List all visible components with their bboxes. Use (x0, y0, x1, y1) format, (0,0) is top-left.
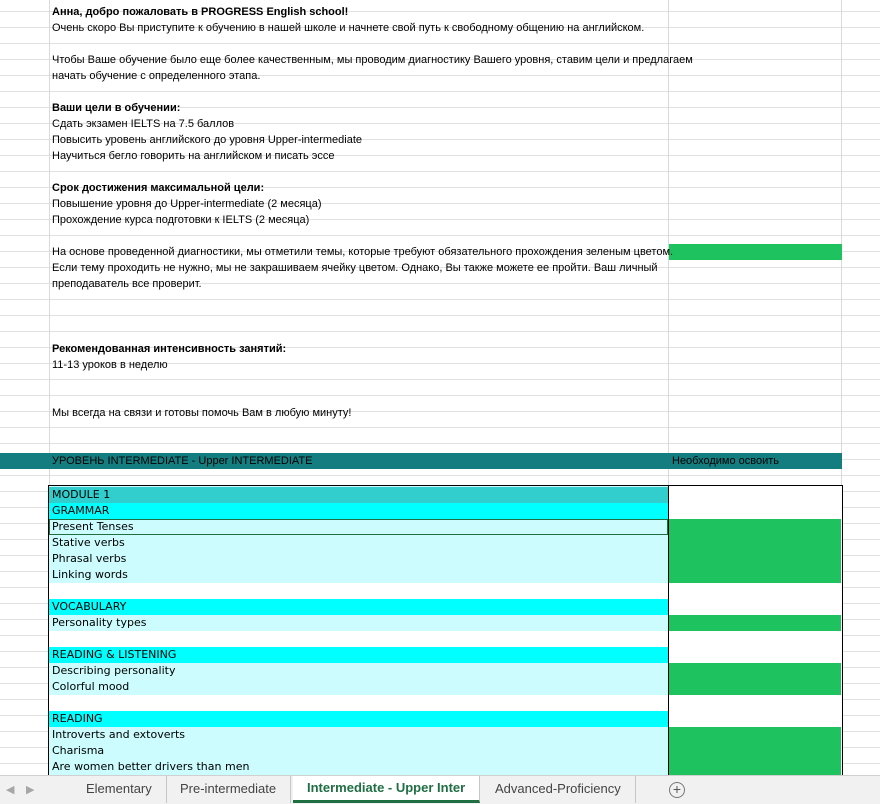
cell-para2-line2[interactable] (49, 68, 669, 84)
cell-intensity-value[interactable] (49, 357, 669, 373)
goal1-text: Сдать экзамен IELTS на 7.5 баллов (52, 118, 235, 130)
table-row[interactable] (49, 647, 668, 663)
section-title: READING & LISTENING (52, 648, 177, 661)
topics-column (48, 485, 669, 775)
required-cell-green[interactable] (669, 535, 841, 551)
plus-circle-icon[interactable]: + (669, 782, 685, 798)
goal2-text: Повысить уровень английского до уровня Upper-intermediate (52, 134, 363, 146)
required-cell-green[interactable] (669, 551, 841, 567)
table-row[interactable] (49, 663, 668, 679)
table-row-blank[interactable] (49, 631, 668, 647)
table-row[interactable] (49, 535, 668, 551)
diag-line2-text: Если тему проходить не нужно, мы не закрашиваем ячейку цветом. Однако, Вы также можете ее пройти. Ваш личный (52, 262, 658, 274)
cell-deadline2[interactable] (49, 212, 669, 228)
topic-label: Phrasal verbs (52, 552, 127, 565)
topic-label: Describing personality (52, 664, 176, 677)
required-column (669, 485, 843, 775)
cell-diag-line3[interactable] (49, 276, 669, 292)
goals-title-text: Ваши цели в обучении: (52, 102, 181, 114)
deadline1-text: Повышение уровня до Upper-intermediate (2 месяца) (52, 198, 322, 210)
cell-contact[interactable] (49, 405, 669, 421)
table-row[interactable] (49, 727, 668, 743)
topics-table (48, 485, 843, 775)
required-cell-empty[interactable] (669, 695, 841, 711)
topic-label: Are women better drivers than men (52, 760, 250, 773)
topic-label: Introverts and extoverts (52, 728, 186, 741)
table-row[interactable] (49, 679, 668, 695)
module-title: MODULE 1 (52, 488, 111, 501)
required-cell-empty[interactable] (669, 631, 841, 647)
level-header-title: УРОВЕНЬ INTERMEDIATE - Upper INTERMEDIATE (52, 455, 313, 467)
table-row[interactable] (49, 519, 668, 535)
required-cell-empty[interactable] (669, 487, 841, 503)
topic-label: Present Tenses (52, 520, 134, 533)
topic-label: Colorful mood (52, 680, 130, 693)
cell-goal2[interactable] (49, 132, 669, 148)
required-cell-green[interactable] (669, 679, 841, 695)
sheet-tab-bar (0, 775, 880, 804)
level-header-required-column: Необходимо освоить (672, 455, 780, 467)
required-cell-empty[interactable] (669, 503, 841, 519)
cell-deadline1[interactable] (49, 196, 669, 212)
topic-label: Personality types (52, 616, 147, 629)
diag-line3-text: преподаватель все проверит. (52, 278, 202, 290)
required-cell-empty[interactable] (669, 583, 841, 599)
deadline-title-text: Срок достижения максимальной цели: (52, 182, 265, 194)
cell-intro-line1[interactable] (49, 20, 669, 36)
topic-label: Charisma (52, 744, 105, 757)
greeting-text: Анна, добро пожаловать в PROGRESS English school! (52, 6, 349, 18)
para2-line1-text: Чтобы Ваше обучение было еще более качественным, мы проводим диагностику Вашего уровня, ставим цели и предлагаем (52, 54, 693, 66)
table-row[interactable] (49, 503, 668, 519)
cell-intensity-title[interactable] (49, 341, 669, 357)
cell-deadline-title[interactable] (49, 180, 669, 196)
table-row[interactable] (49, 615, 668, 631)
sheet-tab[interactable]: Advanced-Proficiency (481, 776, 636, 803)
sheet-tab[interactable]: Pre-intermediate (166, 776, 291, 803)
para2-line2-text: начать обучение с определенного этапа. (52, 70, 261, 82)
table-row[interactable] (49, 551, 668, 567)
required-cell-green[interactable] (669, 663, 841, 679)
cell-diag-line1[interactable] (49, 244, 674, 260)
sheet-tab[interactable]: Elementary (72, 776, 167, 803)
topic-label: Stative verbs (52, 536, 125, 549)
cell-diag-line2[interactable] (49, 260, 669, 276)
table-row[interactable] (49, 711, 668, 727)
goal3-text: Научиться бегло говорить на английском и писать эссе (52, 150, 335, 162)
cell-goal3[interactable] (49, 148, 669, 164)
intro-line1-text: Очень скоро Вы приступите к обучению в нашей школе и начнете свой путь к свободному общению на английском. (52, 22, 645, 34)
section-title: VOCABULARY (52, 600, 127, 613)
required-cell-green[interactable] (669, 567, 841, 583)
table-row[interactable] (49, 567, 668, 583)
chevron-left-icon[interactable]: ◀ (6, 784, 15, 796)
intensity-value-text: 11-13 уроков в неделю (52, 359, 168, 371)
section-title: GRAMMAR (52, 504, 110, 517)
topic-label: Linking words (52, 568, 128, 581)
table-row-blank[interactable] (49, 695, 668, 711)
cell-goal1[interactable] (49, 116, 669, 132)
deadline2-text: Прохождение курса подготовки к IELTS (2 месяца) (52, 214, 310, 226)
chevron-right-icon[interactable]: ▶ (26, 784, 35, 796)
required-cell-green[interactable] (669, 519, 841, 535)
cell-goals-title[interactable] (49, 100, 669, 116)
table-row[interactable] (49, 743, 668, 759)
required-cell-green[interactable] (669, 727, 841, 743)
intensity-title-text: Рекомендованная интенсивность занятий: (52, 343, 287, 355)
required-cell-green[interactable] (669, 615, 841, 631)
table-row[interactable] (49, 759, 668, 775)
cell-para2-line1[interactable] (49, 52, 693, 68)
required-cell-green[interactable] (669, 759, 841, 775)
table-row[interactable] (49, 487, 668, 503)
cell-greeting[interactable] (49, 4, 669, 20)
green-legend-cell[interactable] (669, 244, 842, 260)
required-cell-empty[interactable] (669, 599, 841, 615)
table-row[interactable] (49, 599, 668, 615)
required-cell-empty[interactable] (669, 647, 841, 663)
required-cell-empty[interactable] (669, 711, 841, 727)
diag-line1-text: На основе проведенной диагностики, мы отметили темы, которые требуют обязательного прохождения зеленым цветом. (52, 246, 674, 258)
table-row-blank[interactable] (49, 583, 668, 599)
contact-text: Мы всегда на связи и готовы помочь Вам в любую минуту! (52, 407, 352, 419)
level-header-row[interactable] (0, 453, 842, 469)
required-cell-green[interactable] (669, 743, 841, 759)
section-title: READING (52, 712, 103, 725)
sheet-tab[interactable]: Intermediate - Upper Inter (293, 776, 480, 803)
